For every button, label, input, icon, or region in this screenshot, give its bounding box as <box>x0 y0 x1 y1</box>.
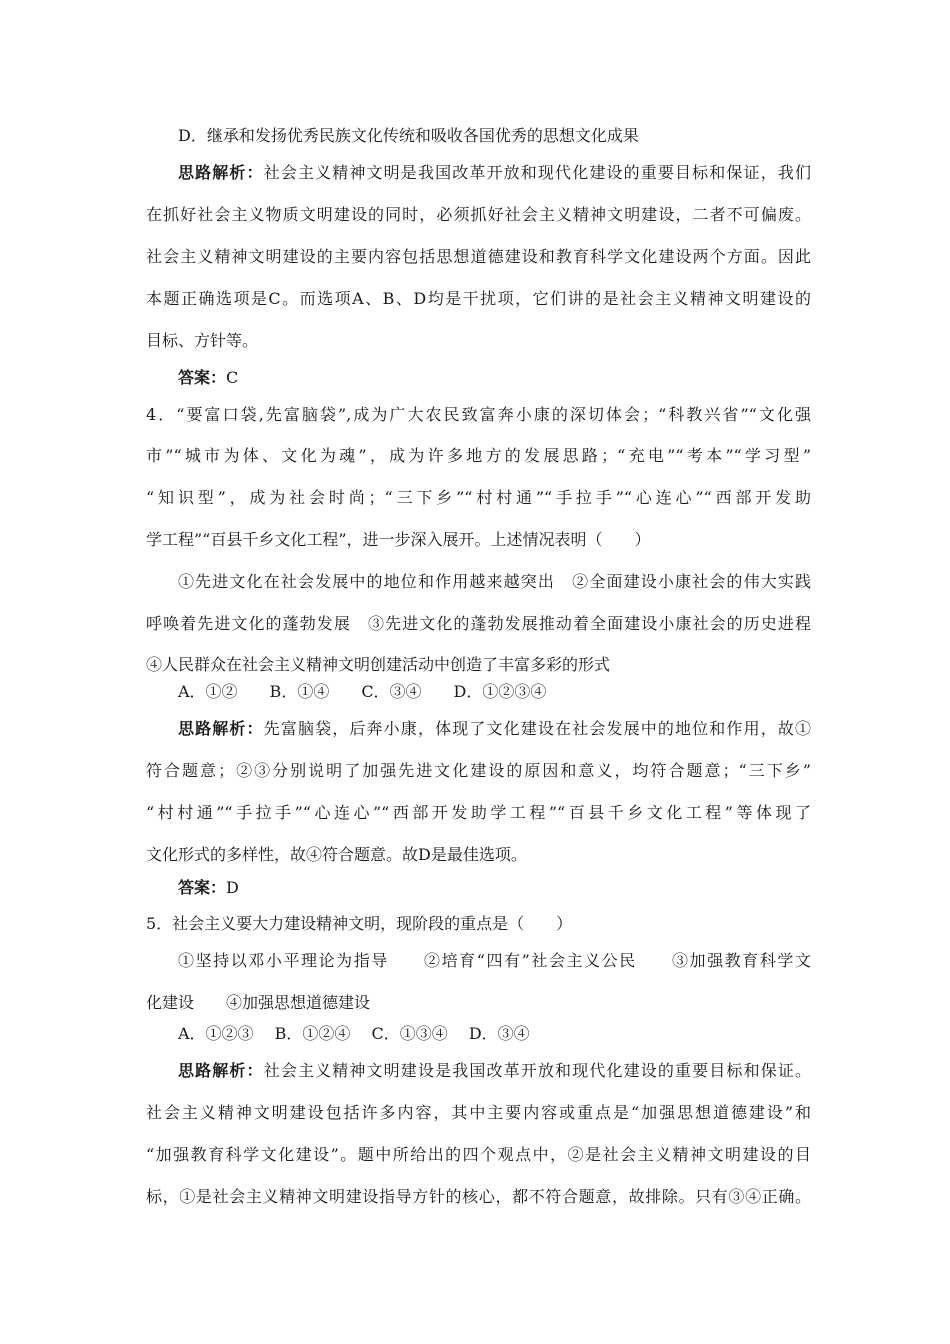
q3-analysis-line-5: 目标、方针等。 <box>146 331 259 350</box>
q5-analysis-line-2: 社会主义精神文明建设包括许多内容，其中主要内容或重点是“加强思想道德建设”和 <box>146 1103 811 1122</box>
q5-stem: 5．社会主义要大力建设精神文明，现阶段的重点是（ ） <box>146 914 573 933</box>
q5-analysis-line-3: “加强教育科学文化建设”。题中所给出的四个观点中，②是社会主义精神文明建设的目 <box>146 1145 811 1164</box>
q5-items-line-2: 化建设 ④加强思想道德建设 <box>146 993 371 1012</box>
q4-answer-label: 答案： <box>178 878 227 897</box>
q3-analysis-line-2: 在抓好社会主义物质文明建设的同时，必须抓好社会主义精神文明建设，二者不可偏废。 <box>146 205 811 224</box>
q4-items-line-2: 呼唤着先进文化的蓬勃发展 ③先进文化的蓬勃发展推动着全面建设小康社会的历史进程 <box>146 614 811 633</box>
q3-analysis-label: 思路解析： <box>178 163 264 182</box>
q4-analysis-line-4: 文化形式的多样性，故④符合题意。故D是最佳选项。 <box>146 845 527 864</box>
q4-answer <box>178 876 811 900</box>
q4-stem-line-3: “知识型”，成为社会时尚；“三下乡”“村村通”“手拉手”“心连心”“西部开发助 <box>146 488 811 507</box>
q4-options: A．①② B．①④ C．③④ D．①②③④ <box>178 682 547 701</box>
q3-answer-label: 答案： <box>178 368 227 387</box>
q5-analysis-line-4: 标，①是社会主义精神文明建设指导方针的核心，都不符合题意，故排除。只有③④正确。 <box>146 1187 811 1206</box>
q5-analysis-label: 思路解析： <box>178 1061 264 1080</box>
q4-analysis-label: 思路解析： <box>178 719 264 738</box>
q4-analysis-line-1: 思路解析：先富脑袋，后奔小康，体现了文化建设在社会发展中的地位和作用，故① <box>178 719 811 738</box>
q3-option-d: D．继承和发扬优秀民族文化传统和吸收各国优秀的思想文化成果 <box>178 126 639 145</box>
q4-analysis-line-3: “村村通”“手拉手”“心连心”“西部开发助学工程”“百县千乡文化工程”等体现了 <box>146 803 811 822</box>
q4-items-line-3: ④人民群众在社会主义精神文明创建活动中创造了丰富多彩的形式 <box>146 655 611 674</box>
q4-items-line-1: ①先进文化在社会发展中的地位和作用越来越突出 ②全面建设小康社会的伟大实践 <box>178 572 811 591</box>
q4-answer-value: D <box>226 878 239 897</box>
q3-answer <box>178 366 811 390</box>
q3-analysis-line-3: 社会主义精神文明建设的主要内容包括思想道德建设和教育科学文化建设两个方面。因此 <box>146 247 811 266</box>
q3-answer-value: C <box>226 368 239 387</box>
q5-options: A．①②③ B．①②④ C．①③④ D．③④ <box>178 1024 530 1043</box>
q5-analysis-line-1: 思路解析：社会主义精神文明建设是我国改革开放和现代化建设的重要目标和保证。 <box>178 1061 811 1080</box>
q4-stem-line-2: 市”“城市为体、文化为魂”，成为许多地方的发展思路；“充电”“考本”“学习型” <box>146 446 811 465</box>
q3-analysis-line-1: 思路解析：社会主义精神文明是我国改革开放和现代化建设的重要目标和保证，我们 <box>178 163 811 182</box>
q4-analysis-line-2: 符合题意；②③分别说明了加强先进文化建设的原因和意义，均符合题意；“三下乡” <box>146 761 811 780</box>
q4-stem-line-1: 4．“要富口袋,先富脑袋”,成为广大农民致富奔小康的深切体会；“科教兴省”“文化强 <box>146 405 811 424</box>
q5-items-line-1: ①坚持以邓小平理论为指导 ②培育“四有”社会主义公民 ③加强教育科学文 <box>178 951 811 970</box>
q4-stem-line-4: 学工程”“百县千乡文化工程”，进一步深入展开。上述情况表明（ ） <box>146 530 651 549</box>
q3-analysis-line-4: 本题正确选项是C。而选项A、B、D均是干扰项，它们讲的是社会主义精神文明建设的 <box>146 289 811 308</box>
